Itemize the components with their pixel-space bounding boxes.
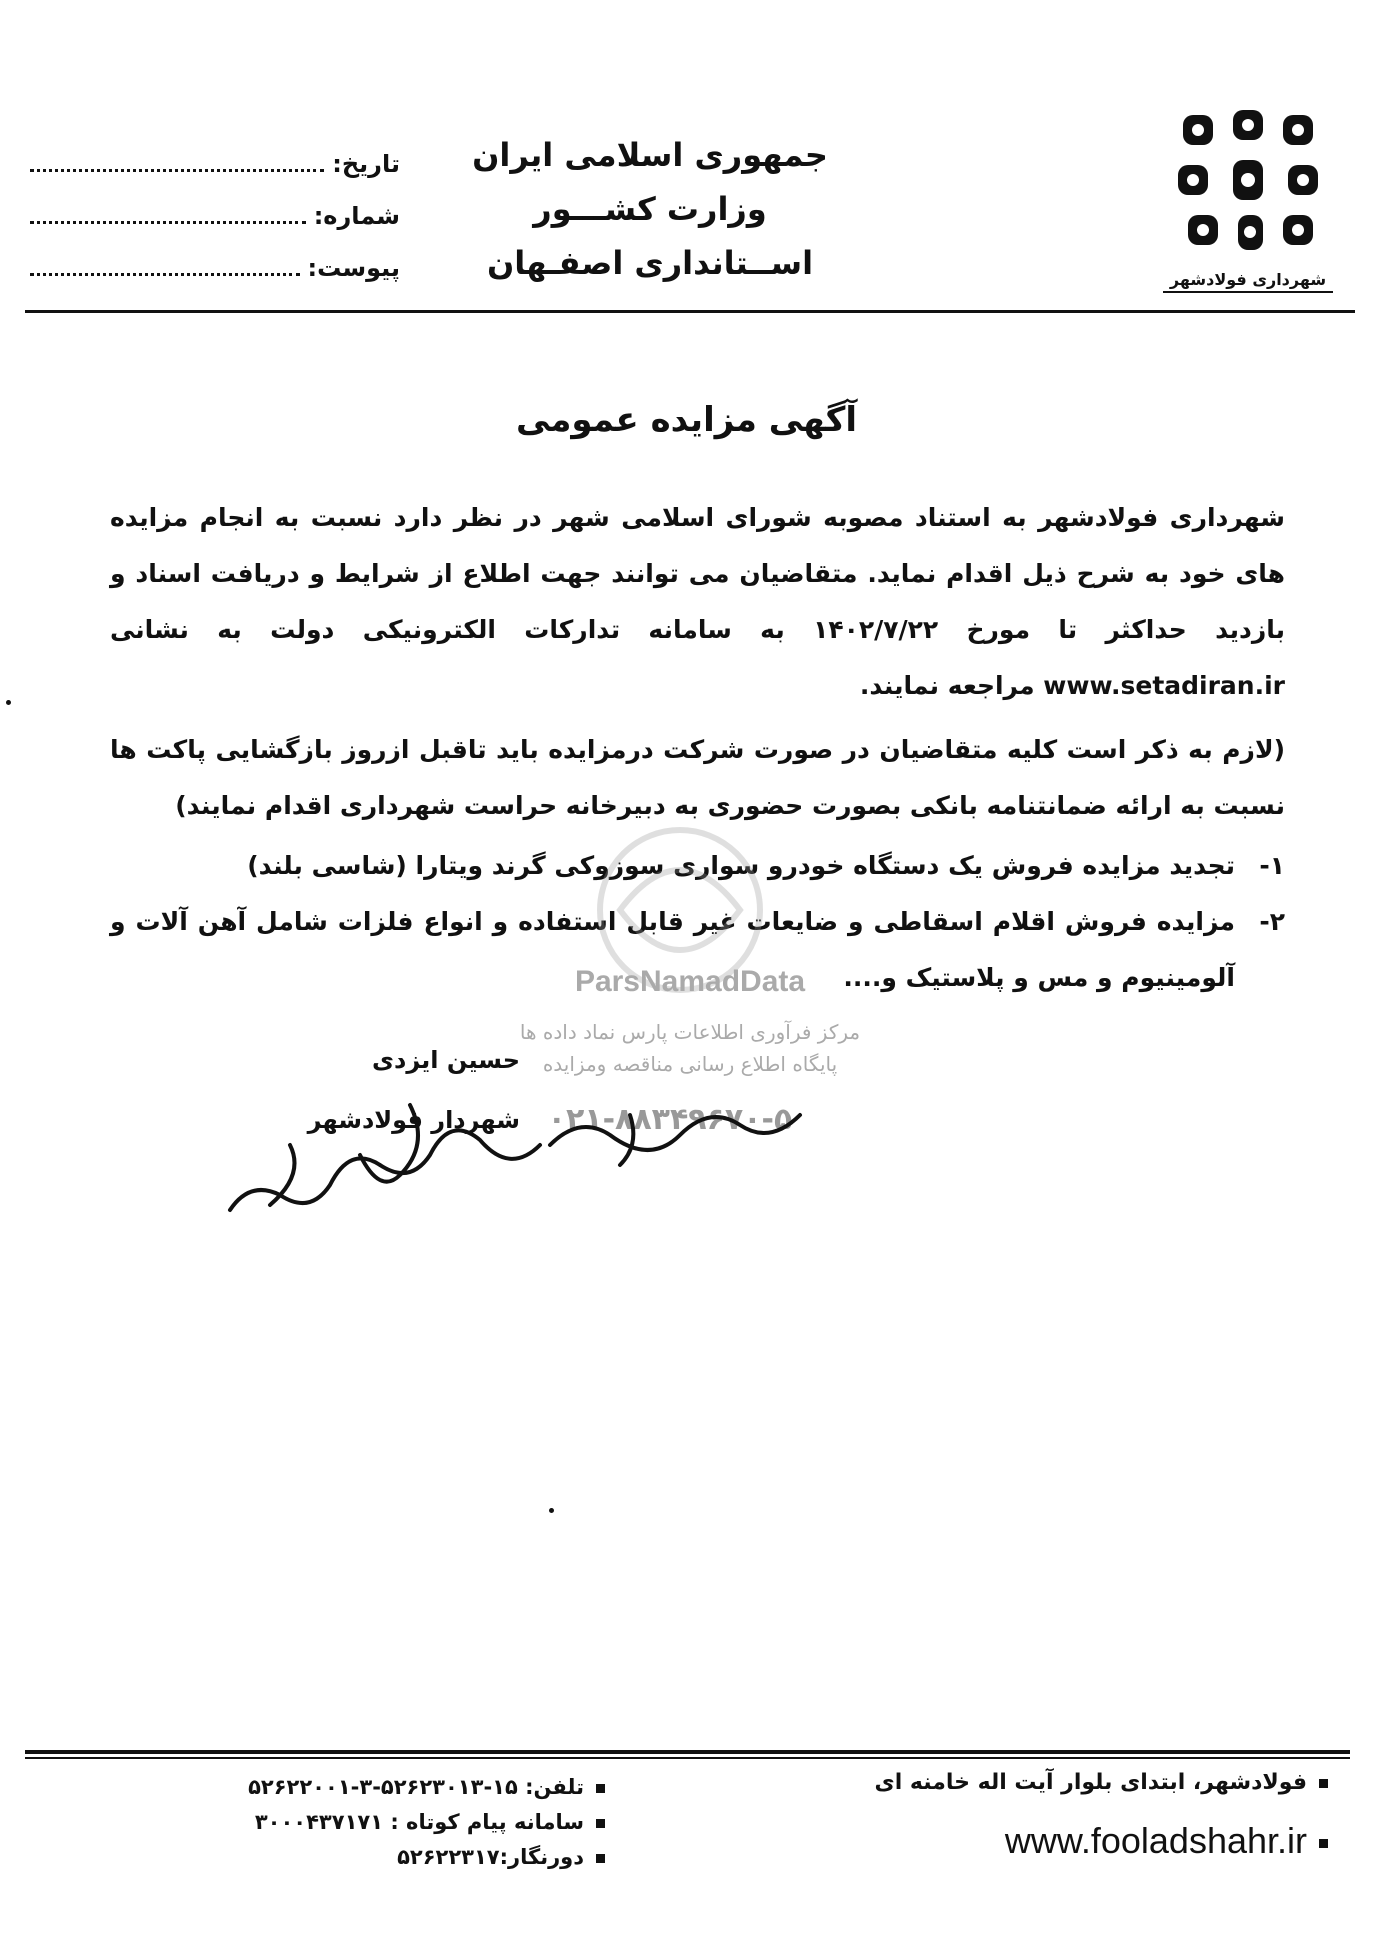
footer-fax xyxy=(125,1840,605,1875)
intro-paragraph: شهرداری فولادشهر به استناد مصوبه شورای اسلامی شهر در نظر دارد نسبت به انجام مزایده های خود به شرح ذیل اقدام نماید. متقاضیان می توانند جهت اطلاع از شرایط و دریافت اسناد و بازدید حداکثر تا مورخ ۱۴۰۲/۷/۲۲ به سامانه تدارکات الکترونیکی دولت به نشانی www.setadiran.ir مراجعه نمایند. xyxy=(110,503,1285,700)
bullet-icon xyxy=(596,1819,605,1828)
item-text: مزایده فروش اقلام اسقاطی و ضایعات غیر قابل استفاده و انواع فلزات شامل آهن آلات و آلومینیوم و مس و پلاستیک و.... xyxy=(110,907,1235,992)
watermark-line1: مرکز فرآوری اطلاعات پارس نماد داده ها xyxy=(519,1020,861,1044)
logo-icon xyxy=(1163,100,1333,270)
bullet-icon xyxy=(1319,1839,1328,1848)
fax-text: دورنگار:۵۲۶۲۲۳۱۷ xyxy=(397,1845,584,1869)
date-label: تاریخ: xyxy=(332,150,400,178)
date-field xyxy=(30,151,324,172)
logo-caption: شهرداری فولادشهر xyxy=(1163,270,1333,293)
attachment-field xyxy=(30,255,300,276)
item-text: تجدید مزایده فروش یک دستگاه خودرو سواری سوزوکی گرند ویتارا (شاسی بلند) xyxy=(247,851,1235,880)
date-row xyxy=(30,150,400,202)
item-number: ۲- xyxy=(1259,907,1285,936)
handwritten-signature xyxy=(210,1085,830,1235)
footer-sms xyxy=(125,1805,605,1840)
number-label: شماره: xyxy=(313,202,400,230)
notice-title: آگهی مزایده عمومی xyxy=(515,400,858,440)
gov-line-province: اســتانداری اصفـهان xyxy=(486,244,814,282)
header-divider xyxy=(25,310,1355,313)
watermark-line2: پایگاه اطلاع رسانی مناقصه ومزایده xyxy=(542,1052,838,1076)
sms-text: سامانه پیام کوتاه : ۳۰۰۰۴۳۷۱۷۱ xyxy=(254,1810,584,1834)
signatory-name: حسین ایزدی xyxy=(372,1046,520,1074)
scan-speck xyxy=(549,1508,554,1513)
municipality-logo xyxy=(1163,100,1333,300)
footer-phone xyxy=(125,1770,605,1805)
footer-divider-thin xyxy=(25,1757,1350,1759)
letterhead xyxy=(0,0,1373,320)
attachment-label: پیوست: xyxy=(307,254,400,282)
footer-address-block xyxy=(728,1770,1328,1862)
attachment-row xyxy=(30,254,400,306)
scan-speck xyxy=(6,700,11,705)
letter-meta xyxy=(30,150,400,306)
footer-divider-thick xyxy=(25,1750,1350,1754)
gov-line-republic: جمهوری اسلامی ایران xyxy=(472,136,828,174)
footer-website[interactable] xyxy=(728,1820,1328,1862)
watermark-phone: ۰۲۱-۸۸۳۴۹۶۷۰-۵ xyxy=(547,1102,793,1137)
footer-address xyxy=(728,1770,1328,1820)
watermark-brand: ParsNamadData xyxy=(574,965,806,998)
website-text[interactable]: www.fooladshahr.ir xyxy=(1004,1820,1307,1861)
gov-line-ministry: وزارت کشـــور xyxy=(533,190,767,228)
number-field xyxy=(30,203,306,224)
bullet-icon xyxy=(1319,1779,1328,1788)
number-row xyxy=(30,202,400,254)
signatory-title: شهردار فولادشهر xyxy=(307,1106,520,1134)
bullet-icon xyxy=(596,1854,605,1863)
item-number: ۱- xyxy=(1259,851,1285,880)
guarantee-note: (لازم به ذکر است کلیه متقاضیان در صورت شرکت درمزایده باید تاقبل ازروز بازگشایی پاکت ها نسبت به ارائه ضمانتنامه بانکی بصورت حضوری به دبیرخانه حراست شهرداری اقدام نمایند) xyxy=(110,735,1285,820)
phone-text: تلفن: ۱۵-۵۲۶۲۳۰۱۳-۳-۵۲۶۲۲۰۰۱ xyxy=(248,1775,584,1799)
bullet-icon xyxy=(596,1784,605,1793)
address-text: فولادشهر، ابتدای بلوار آیت اله خامنه ای xyxy=(874,1770,1307,1795)
government-heading xyxy=(420,128,880,290)
footer-contact-block xyxy=(125,1770,605,1875)
